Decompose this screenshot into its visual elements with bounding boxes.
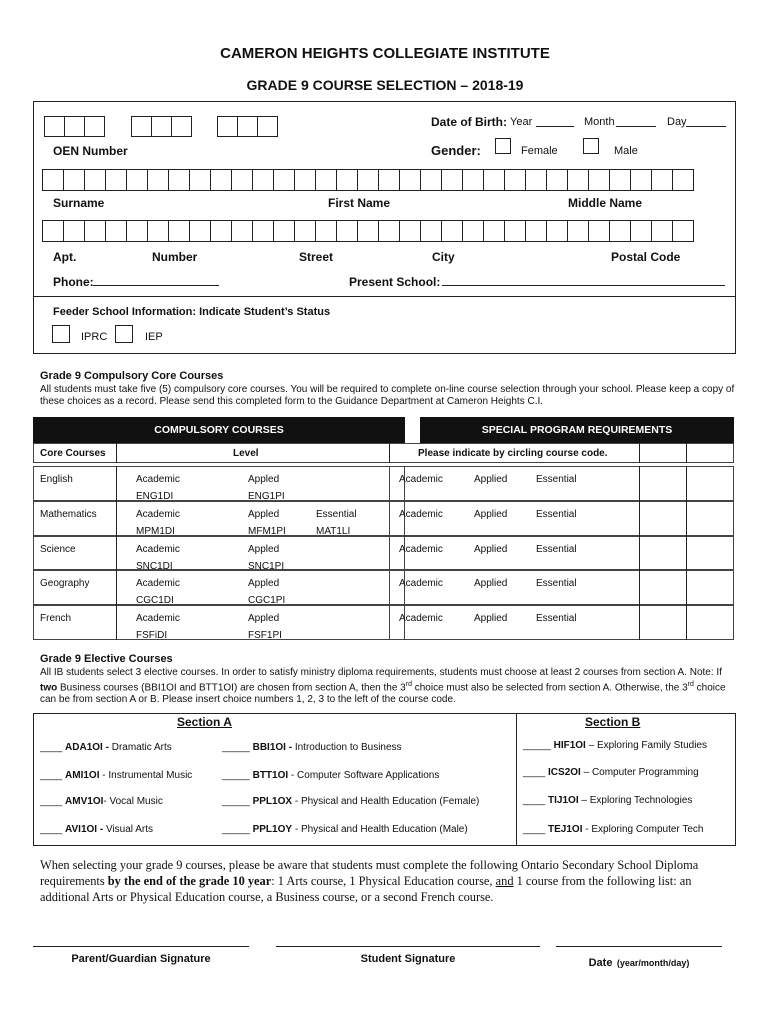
char-box[interactable] <box>168 169 190 191</box>
char-box[interactable] <box>84 169 106 191</box>
char-box[interactable] <box>189 169 211 191</box>
char-box[interactable] <box>441 220 463 242</box>
choice-blank[interactable]: ____ <box>40 796 63 807</box>
char-box[interactable] <box>567 169 589 191</box>
elective-option[interactable] <box>40 796 163 807</box>
course-code: PPL1OY <box>252 824 293 835</box>
char-box[interactable] <box>546 169 568 191</box>
apt-label: Apt. <box>53 250 77 264</box>
char-box[interactable] <box>630 169 652 191</box>
level-option[interactable]: Academic <box>399 474 443 485</box>
col-divider <box>389 443 390 463</box>
iprc-label: IPRC <box>81 331 108 343</box>
level-option[interactable]: Academic <box>136 578 180 590</box>
course-code[interactable]: SNC1PI <box>248 560 285 572</box>
char-box[interactable] <box>336 220 358 242</box>
core-column-headers <box>33 443 734 463</box>
note-text-2: : 1 Arts course, 1 Physical Education course, <box>271 874 496 888</box>
col-divider <box>686 536 687 571</box>
city-label: City <box>432 250 455 264</box>
gender-label: Gender: <box>431 143 481 158</box>
char-box[interactable] <box>189 220 211 242</box>
elective-intro <box>40 667 745 706</box>
choice-blank[interactable]: ____ <box>523 795 546 806</box>
level-option[interactable]: Appled <box>248 578 280 590</box>
surname-label: Surname <box>53 196 105 210</box>
elective-intro-line1: All IB students select 3 elective courses. In order to satisfy ministry diploma requirements, students must choose at least 2 courses from section A. Note: If <box>40 667 722 678</box>
iep-label: IEP <box>145 331 163 343</box>
course-code: BTT1OI <box>252 770 289 781</box>
elective-option[interactable] <box>523 824 703 835</box>
course-code: ADA1OI - <box>65 742 109 753</box>
level-option[interactable]: Applied <box>474 578 508 590</box>
core-intro: All students must take five (5) compulsory core courses. You will be required to complete on-line course selection through your school. Please keep a copy of these choices as a record. Please send this completed form to the Guidance Department at Cameron Heights C.I. <box>40 384 735 407</box>
char-box[interactable] <box>42 169 64 191</box>
col-core: Core Courses <box>40 448 106 459</box>
char-box[interactable] <box>210 169 232 191</box>
char-box[interactable] <box>252 220 274 242</box>
level-option[interactable]: Appled <box>248 474 280 485</box>
course-code: AMV1OI <box>65 796 104 807</box>
col-divider <box>686 605 687 640</box>
level-option[interactable]: Applied <box>474 474 508 485</box>
char-box[interactable] <box>147 169 169 191</box>
char-box[interactable] <box>399 169 421 191</box>
course-name: - Instrumental Music <box>99 770 193 781</box>
char-box[interactable] <box>420 220 442 242</box>
firstname-label: First Name <box>328 196 391 210</box>
choice-blank[interactable]: _____ <box>222 824 250 835</box>
col-divider <box>639 501 640 536</box>
course-code[interactable]: SNC1DI <box>136 560 173 572</box>
level-option[interactable]: Essential <box>536 543 577 555</box>
choice-blank[interactable]: _____ <box>523 740 551 751</box>
col-divider <box>116 443 117 463</box>
course-name: – Exploring Technologies <box>578 795 693 806</box>
col-divider <box>639 570 640 605</box>
course-code: ICS2OI <box>548 767 581 778</box>
char-box[interactable] <box>315 169 337 191</box>
level-option[interactable]: Appled <box>248 543 280 555</box>
core-subject: Science <box>40 543 76 555</box>
present-school-label: Present School: <box>349 275 441 289</box>
char-box[interactable] <box>441 169 463 191</box>
elective-intro-text3: choice <box>693 682 726 694</box>
char-box[interactable] <box>231 220 253 242</box>
level-option[interactable]: Academic <box>136 543 180 555</box>
oen-boxes-3[interactable] <box>217 116 277 137</box>
elective-option[interactable] <box>222 824 468 835</box>
core-row-frame <box>33 605 405 640</box>
choice-blank[interactable]: ____ <box>523 824 546 835</box>
level-option[interactable]: Applied <box>474 613 508 625</box>
col-divider <box>116 466 117 501</box>
course-code: PPL1OX <box>252 796 293 807</box>
char-box[interactable] <box>588 169 610 191</box>
course-code[interactable]: ENG1DI <box>136 491 174 502</box>
char-box[interactable] <box>630 220 652 242</box>
core-row-frame <box>33 466 405 501</box>
col-divider <box>686 570 687 605</box>
course-name: Dramatic Arts <box>108 742 172 753</box>
course-code[interactable]: FSF1PI <box>248 630 282 642</box>
char-box[interactable] <box>672 220 694 242</box>
oen-boxes-2[interactable] <box>131 116 191 137</box>
course-name: - Vocal Music <box>103 796 163 807</box>
elective-intro-sup: rd <box>405 681 412 688</box>
course-name: - Physical and Health Education (Female) <box>292 796 480 807</box>
level-option[interactable]: Essential <box>316 508 357 520</box>
char-box[interactable] <box>294 220 316 242</box>
col-divider <box>686 443 687 463</box>
level-option[interactable]: Essential <box>536 474 577 485</box>
course-name: Visual Arts <box>103 824 154 835</box>
level-option[interactable]: Essential <box>536 578 577 590</box>
char-box[interactable] <box>315 220 337 242</box>
student-signature-line[interactable] <box>276 946 540 947</box>
dob-month-field[interactable] <box>616 114 656 127</box>
form-title: GRADE 9 COURSE SELECTION – 2018-19 <box>246 77 524 93</box>
char-box[interactable] <box>273 220 295 242</box>
dob-day-label: Day <box>667 116 687 128</box>
level-option[interactable]: Essential <box>536 613 577 625</box>
postal-label: Postal Code <box>611 250 681 264</box>
char-box[interactable] <box>483 169 505 191</box>
char-box[interactable] <box>273 169 295 191</box>
number-label: Number <box>152 250 198 264</box>
level-option[interactable]: Appled <box>248 613 280 625</box>
parent-signature-line[interactable] <box>33 946 249 947</box>
dob-label: Date of Birth: <box>431 115 507 129</box>
char-box[interactable] <box>126 220 148 242</box>
level-option[interactable]: Essential <box>536 508 577 520</box>
section-divider <box>516 713 517 846</box>
course-name: - Computer Software Applications <box>288 770 440 781</box>
level-option[interactable]: Applied <box>474 543 508 555</box>
char-box[interactable] <box>84 220 106 242</box>
char-box[interactable] <box>378 220 400 242</box>
course-code: TIJ1OI <box>548 795 579 806</box>
col-divider <box>116 501 117 536</box>
note-text-3: 1 course from the following list: an additional Arts or Physical Education course, a Business course, or a second French course. <box>40 874 692 904</box>
course-code[interactable]: MPM1DI <box>136 525 175 537</box>
col-divider <box>116 570 117 605</box>
course-code: AVI1OI - <box>65 824 104 835</box>
dob-day-field[interactable] <box>686 114 726 127</box>
char-box[interactable] <box>588 220 610 242</box>
middlename-label: Middle Name <box>568 196 643 210</box>
char-box[interactable] <box>651 169 673 191</box>
elective-option[interactable] <box>523 740 707 751</box>
course-name: - Exploring Computer Tech <box>582 824 704 835</box>
dob-year-label: Year <box>510 116 533 128</box>
elective-option[interactable] <box>523 795 692 806</box>
char-box[interactable] <box>63 169 85 191</box>
char-box[interactable] <box>336 169 358 191</box>
choice-blank[interactable]: ____ <box>40 742 63 753</box>
level-option[interactable]: Academic <box>136 474 180 485</box>
elective-intro-sup2: rd <box>687 681 694 688</box>
elective-intro-line3: can be from section A or B. Please insert choice numbers 1, 2, 3 to the left of the course code. <box>40 694 456 706</box>
note-text-1: When selecting your grade 9 courses, please be aware that students must complete the following Ontario Secondary School Diploma requirements <box>40 858 699 888</box>
core-heading: Grade 9 Compulsory Core Courses <box>40 370 224 382</box>
course-name: – Computer Programming <box>580 767 699 778</box>
oen-label: OEN Number <box>53 144 128 158</box>
col-circle: Please indicate by circling course code. <box>418 448 608 459</box>
elective-option[interactable] <box>523 767 699 778</box>
core-subject: French <box>40 613 72 625</box>
col-divider <box>116 605 117 640</box>
elective-heading: Grade 9 Elective Courses <box>40 653 173 665</box>
core-subject: English <box>40 474 73 485</box>
elective-intro-text2: choice must also be selected from section A. Otherwise, the 3 <box>411 682 688 694</box>
char-box[interactable] <box>651 220 673 242</box>
name-grid[interactable] <box>42 169 693 191</box>
elective-option[interactable] <box>222 796 479 807</box>
char-box[interactable] <box>63 220 85 242</box>
col-divider <box>639 536 640 571</box>
elective-intro-text: Business courses (BBI1OI and BTT1OI) are chosen from section A, then the 3 <box>57 682 406 694</box>
dob-month-label: Month <box>584 116 615 128</box>
char-box[interactable] <box>483 220 505 242</box>
female-label: Female <box>521 145 558 157</box>
compulsory-header: COMPULSORY COURSES <box>33 417 405 443</box>
male-checkbox[interactable] <box>583 138 599 154</box>
male-label: Male <box>614 145 638 157</box>
col-divider <box>686 501 687 536</box>
course-code[interactable]: MFM1PI <box>248 525 286 537</box>
choice-blank[interactable]: ____ <box>40 770 63 781</box>
present-school-field[interactable] <box>442 273 725 286</box>
level-option[interactable]: Academic <box>399 543 443 555</box>
oen-boxes-1[interactable] <box>44 116 104 137</box>
level-option[interactable]: Academic <box>399 578 443 590</box>
level-option[interactable]: Academic <box>399 613 443 625</box>
date-signature-line[interactable] <box>556 946 722 947</box>
core-row-frame <box>33 536 405 571</box>
char-box[interactable] <box>420 169 442 191</box>
level-option[interactable]: Appled <box>248 508 280 520</box>
section-a-label: Section A <box>177 715 232 729</box>
iprc-checkbox[interactable] <box>52 325 70 343</box>
elective-option[interactable] <box>40 824 153 835</box>
col-divider <box>116 536 117 571</box>
phone-field[interactable] <box>93 273 219 286</box>
col-divider <box>639 466 640 501</box>
col-divider <box>686 466 687 501</box>
char-box[interactable] <box>504 169 526 191</box>
course-code[interactable]: MAT1LI <box>316 525 351 537</box>
char-box[interactable] <box>546 220 568 242</box>
level-option[interactable]: Applied <box>474 508 508 520</box>
course-code: BBI1OI - <box>252 742 293 753</box>
choice-blank[interactable]: _____ <box>222 796 250 807</box>
char-box[interactable] <box>525 220 547 242</box>
char-box[interactable] <box>294 169 316 191</box>
parent-signature-label: Parent/Guardian Signature <box>71 953 211 965</box>
street-label: Street <box>299 250 334 264</box>
char-box[interactable] <box>231 169 253 191</box>
choice-blank[interactable]: _____ <box>222 770 250 781</box>
col-divider <box>639 605 640 640</box>
level-option[interactable]: Academic <box>136 613 180 625</box>
char-box[interactable] <box>210 220 232 242</box>
char-box[interactable] <box>105 169 127 191</box>
course-code: AMI1OI <box>65 770 100 781</box>
course-name: - Physical and Health Education (Male) <box>292 824 468 835</box>
elective-intro-bold: two <box>40 682 58 694</box>
date-text: Date <box>588 957 613 969</box>
char-box[interactable] <box>462 220 484 242</box>
date-format: (year/month/day) <box>616 958 690 968</box>
note-underline: and <box>495 874 514 888</box>
choice-blank[interactable]: _____ <box>222 742 250 753</box>
section-b-label: Section B <box>585 715 641 729</box>
divider <box>33 296 736 297</box>
feeder-label: Feeder School Information: Indicate Student’s Status <box>53 306 331 318</box>
course-code[interactable]: ENG1PI <box>248 491 285 502</box>
char-box[interactable] <box>147 220 169 242</box>
core-subject: Geography <box>40 578 90 590</box>
course-code[interactable]: FSFiDI <box>136 630 168 642</box>
date-label <box>556 953 722 971</box>
char-box[interactable] <box>126 169 148 191</box>
note-bold: by the end of the grade 10 year <box>107 874 272 888</box>
course-code: HIF1OI <box>553 740 586 751</box>
level-option[interactable]: Academic <box>399 508 443 520</box>
student-signature-label: Student Signature <box>360 953 456 965</box>
diploma-note <box>40 857 740 905</box>
elective-option[interactable] <box>40 770 192 781</box>
core-subject: Mathematics <box>40 508 97 520</box>
address-grid[interactable] <box>42 220 693 242</box>
char-box[interactable] <box>525 169 547 191</box>
elective-intro-line2 <box>40 679 745 694</box>
course-code[interactable]: CGC1DI <box>136 595 174 607</box>
char-box[interactable] <box>252 169 274 191</box>
course-code: TEJ1OI <box>548 824 583 835</box>
level-option[interactable]: Academic <box>136 508 180 520</box>
choice-blank[interactable]: ____ <box>40 824 63 835</box>
course-code[interactable]: CGC1PI <box>248 595 286 607</box>
col-divider <box>639 443 640 463</box>
char-box[interactable] <box>378 169 400 191</box>
elective-option[interactable] <box>222 770 439 781</box>
char-box[interactable] <box>357 169 379 191</box>
char-box[interactable] <box>609 169 631 191</box>
dob-year-field[interactable] <box>536 114 574 127</box>
school-title: CAMERON HEIGHTS COLLEGIATE INSTITUTE <box>220 45 550 62</box>
char-box[interactable] <box>42 220 64 242</box>
char-box[interactable] <box>105 220 127 242</box>
female-checkbox[interactable] <box>495 138 511 154</box>
char-box[interactable] <box>168 220 190 242</box>
char-box[interactable] <box>357 220 379 242</box>
course-name: – Exploring Family Studies <box>585 740 707 751</box>
char-box[interactable] <box>672 169 694 191</box>
col-level: Level <box>233 448 259 459</box>
char-box[interactable] <box>504 220 526 242</box>
char-box[interactable] <box>567 220 589 242</box>
iep-checkbox[interactable] <box>115 325 133 343</box>
phone-label: Phone: <box>53 275 94 289</box>
char-box[interactable] <box>609 220 631 242</box>
special-header: SPECIAL PROGRAM REQUIREMENTS <box>420 417 734 443</box>
elective-option[interactable] <box>222 742 402 753</box>
course-name: Introduction to Business <box>292 742 402 753</box>
char-box[interactable] <box>462 169 484 191</box>
choice-blank[interactable]: ____ <box>523 767 546 778</box>
char-box[interactable] <box>399 220 421 242</box>
elective-option[interactable] <box>40 742 172 753</box>
